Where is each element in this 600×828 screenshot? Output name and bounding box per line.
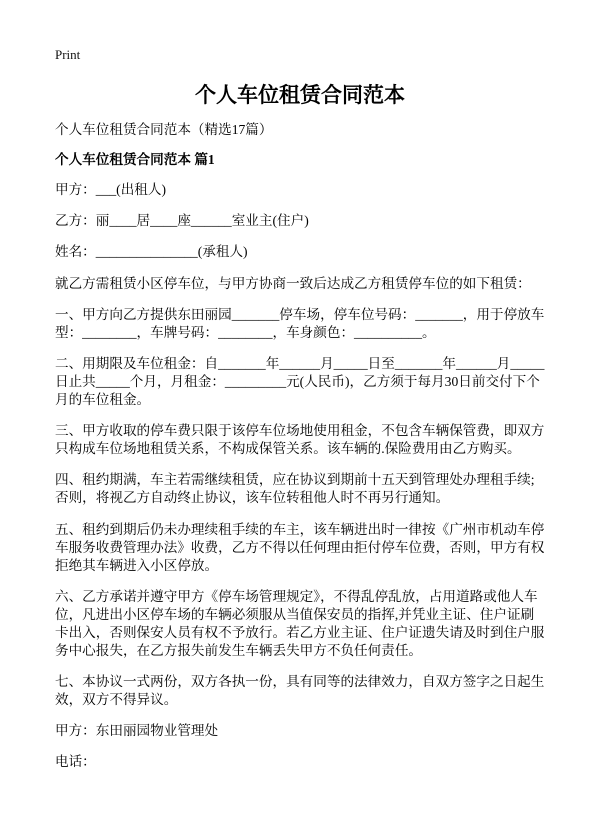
document-subtitle: 个人车位租赁合同范本（精选17篇） [55, 122, 273, 137]
clause-3 [55, 422, 555, 458]
clause-line: 卡出入，否则保安人员有权不予放行。若乙方业主证、住户证遗失请及时到住户服 [55, 624, 545, 640]
document-body [55, 121, 555, 784]
clause-line: 六、乙方承诺并遵守甲方《停车场管理规定》，不得乱停乱放，占用道路或他人车 [55, 588, 538, 604]
clause-line: 七、本协议一式两份，双方各执一份，具有同等的法律效力，自双方签字之日起生 [55, 673, 545, 689]
clause-line: 型：________，车牌号码：________，车身颜色：__________。 [55, 324, 436, 340]
intro-paragraph: 就乙方需租赁小区停车位，与甲方协商一致后达成乙方租赁停车位的如下租赁： [55, 275, 531, 291]
clause-line: 一、甲方向乙方提供东田丽园_______停车场，停车位号码：_______，用于停放车 [55, 306, 545, 322]
clause-7 [55, 673, 555, 709]
signature-phone: 电话： [55, 754, 96, 770]
clause-line: 效，双方不得异议。 [55, 691, 178, 707]
print-link[interactable]: Print [55, 47, 81, 62]
clause-line: 二、用期限及车位租金：自_______年______月_____日至_______年______月_____ [55, 355, 545, 371]
clause-4 [55, 471, 555, 507]
clause-line: 四、租约期满，车主若需继续租赁，应在协议到期前十五天到管理处办理租手续; [55, 472, 535, 488]
clause-line: 日止共_____个月，月租金：_________元(人民币)，乙方须于每月30日前交付下个 [55, 373, 540, 389]
clause-line: 只构成车位场地租赁关系，不构成保管关系。该车辆的.保险费用由乙方购买。 [55, 441, 521, 457]
clause-line: 务中心报失，在乙方报失前发生车辆丢失甲方不负任何责任。 [55, 642, 423, 658]
document-title: 个人车位租赁合同范本 [195, 83, 405, 107]
section-heading: 个人车位租赁合同范本 篇1 [55, 152, 215, 167]
clause-1 [55, 306, 555, 342]
lessee-name-line: 姓名：_______________(承租人) [55, 244, 248, 260]
clause-6 [55, 588, 555, 660]
clause-line: 位，凡进出小区停车场的车辆必须服从当值保安员的指挥,并凭业主证、住户证刷 [55, 606, 535, 622]
clause-line: 车服务收费管理办法》收费，乙方不得以任何理由拒付停车位费，否则，甲方有权 [55, 539, 545, 555]
clause-line: 月的车位租金。 [55, 391, 151, 407]
party-b-line: 乙方：丽____居____座______室业主(住户) [55, 213, 309, 229]
clause-line: 三、甲方收取的停车费只限于该停车位场地使用租金，不包含车辆保管费，即双方 [55, 423, 545, 439]
clause-2 [55, 355, 555, 409]
clause-5 [55, 521, 555, 575]
clause-line: 拒绝其车辆进入小区停放。 [55, 557, 219, 573]
clause-line: 五、租约到期后仍未办理续租手续的车主，该车辆进出时一律按《广州市机动车停 [55, 521, 545, 537]
party-a-line: 甲方：___(出租人) [55, 182, 167, 197]
signature-party-a: 甲方：东田丽园物业管理处 [55, 723, 219, 739]
clause-line: 否则，将视乙方自动终止协议，该车位转租他人时不再另行通知。 [55, 490, 450, 506]
